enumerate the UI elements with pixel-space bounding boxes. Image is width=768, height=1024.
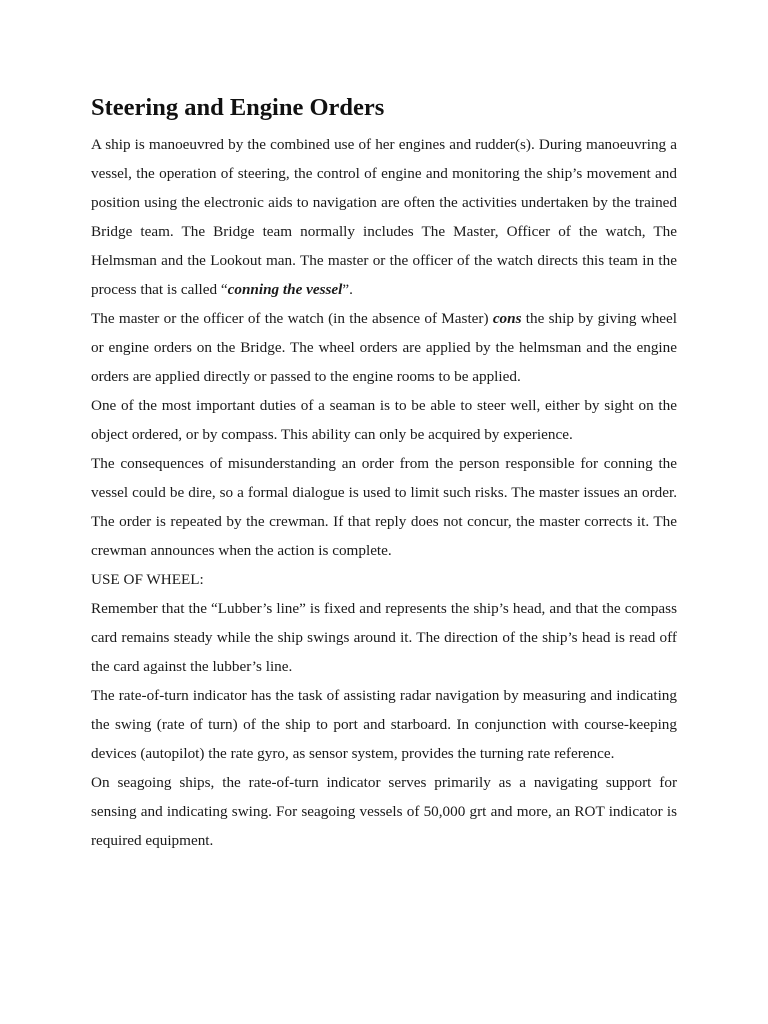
document-title: Steering and Engine Orders <box>91 94 385 121</box>
paragraph-intro-end: ”. <box>342 281 353 298</box>
paragraph-intro <box>91 130 677 304</box>
paragraph-lubbers-line: Remember that the “Lubber’s line” is fixed and represents the ship’s head, and that the compass card remains steady while the ship swings around it. The direction of the ship’s head is read off the card against the lubber’s line. <box>91 600 677 675</box>
emphasis-cons: cons <box>492 310 522 327</box>
emphasis-conning-the-vessel: conning the vessel <box>227 281 343 298</box>
paragraph-rate-of-turn: The rate-of-turn indicator has the task of assisting radar navigation by measuring and indicating the swing (rate of turn) of the ship to port and starboard. In conjunction with course-keeping devices (autopilot) the rate gyro, as sensor system, provides the turning rate reference. <box>91 687 677 762</box>
paragraph-cons-end: the ship by giving wheel or engine orders on the Bridge. The wheel orders are applied by the helmsman and the engine orders are applied directly or passed to the engine rooms to be applied. <box>91 310 677 385</box>
paragraph-formal-dialogue: The consequences of misunderstanding an order from the person responsible for conning the vessel could be dire, so a formal dialogue is used to limit such risks. The master issues an order. The order is repeated by the crewman. If that reply does not concur, the master corrects it. The crewman announces when the action is complete. <box>91 455 677 559</box>
paragraph-rot-requirement: On seagoing ships, the rate-of-turn indicator serves primarily as a navigating support for sensing and indicating swing. For seagoing vessels of 50,000 grt and more, an ROT indicator is required equipment. <box>91 774 677 849</box>
document-page <box>91 92 677 855</box>
paragraph-cons <box>91 304 677 391</box>
section-heading-use-of-wheel: USE OF WHEEL: <box>91 571 204 588</box>
paragraph-intro-text: A ship is manoeuvred by the combined use of her engines and rudder(s). During manoeuvring a vessel, the operation of steering, the control of engine and monitoring the ship’s movement and position using the electronic aids to navigation are often the activities undertaken by the trained Bridge team. The Bridge team normally includes The Master, Officer of the watch, The Helmsman and the Lookout man. The master or the officer of the watch directs this team in the process that is called “ <box>91 136 677 298</box>
paragraph-steering-duty: One of the most important duties of a seaman is to be able to steer well, either by sight on the object ordered, or by compass. This ability can only be acquired by experience. <box>91 397 677 443</box>
paragraph-cons-start: The master or the officer of the watch (in the absence of Master) <box>91 310 493 327</box>
